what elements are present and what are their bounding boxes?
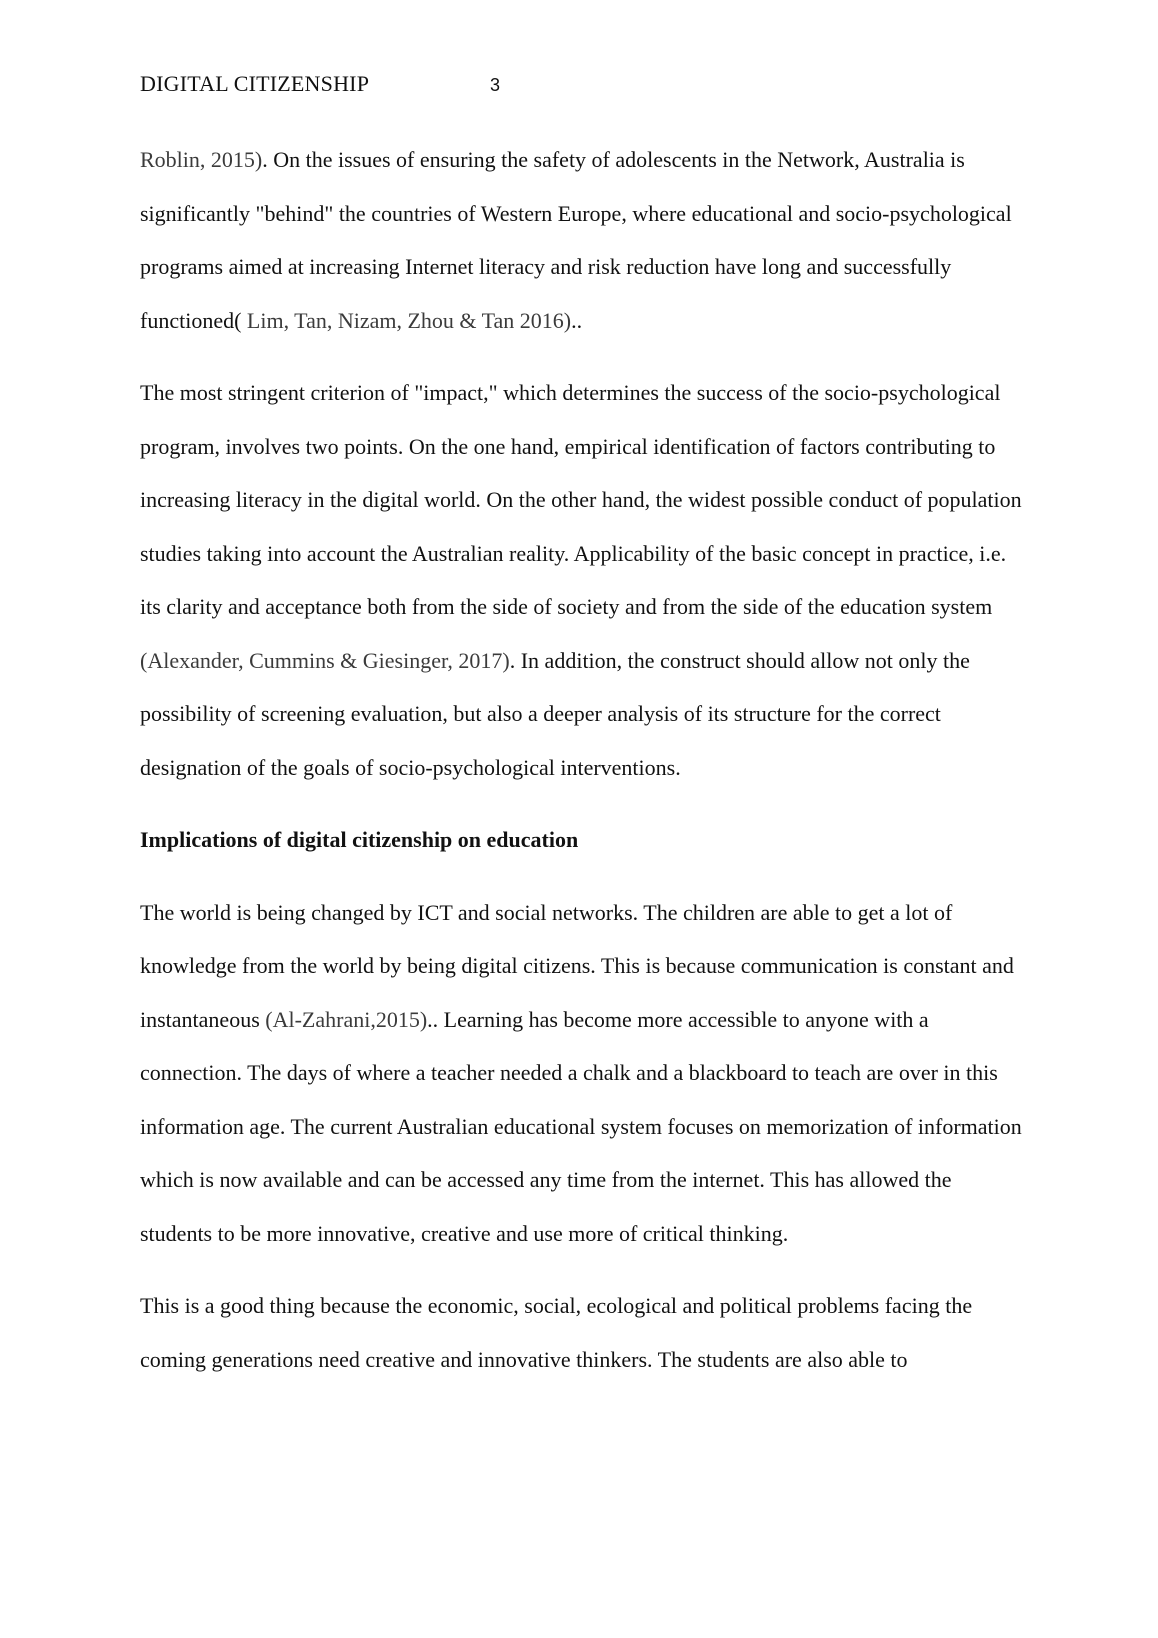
- body-text: [140, 133, 1025, 1405]
- section-heading: Implications of digital citizenship on education: [140, 827, 579, 852]
- citation-alexander: (Alexander, Cummins & Giesinger, 2017): [140, 647, 510, 673]
- page-number: 3: [490, 75, 501, 95]
- paragraph-good-thing: [140, 1279, 1025, 1386]
- paragraph-ict-change: [140, 886, 1025, 1261]
- citation-lim: Lim, Tan, Nizam, Zhou & Tan 2016): [241, 307, 572, 333]
- paragraph-text: This is a good thing because the economic, social, ecological and political problems facing the coming generations need creative and innovative thinkers. The students are also able to: [140, 1293, 973, 1372]
- paragraph-text: The world is being changed by ICT and social networks. The children are able to get a lot of knowledge from the world by being digital citizens. This is because communication is constant and instantaneous: [140, 899, 1014, 1032]
- paragraph-text: The most stringent criterion of "impact," which determines the success of the socio-psychological program, involves two points. On the one hand, empirical identification of factors contributing to increasing literacy in the digital world. On the other hand, the widest possible conduct of population studies taking into account the Australian reality. Applicability of the basic concept in practice, i.e. its clarity and acceptance both from the side of society and from the side of the education system: [140, 380, 1022, 619]
- running-head: DIGITAL CITIZENSHIP: [140, 71, 370, 96]
- paragraph-impact-criterion: [140, 366, 1025, 794]
- paragraph-text: . In addition, the construct should allow not only the possibility of screening evaluation, but also a deeper analysis of its structure for the correct designation of the goals of socio-psychological interventions.: [140, 647, 970, 780]
- paragraph-text: . On the issues of ensuring the safety of adolescents in the Network, Australia is significantly "behind" the countries of Western Europe, where educational and socio-psychological programs aimed at increasing Internet literacy and risk reduction have long and successfully functioned(: [140, 147, 1012, 333]
- paragraph-safety-of-adolescents: [140, 133, 1025, 347]
- citation-roblin: Roblin, 2015): [140, 147, 263, 172]
- paragraph-text: .. Learning has become more accessible to anyone with a connection. The days of where a teacher needed a chalk and a blackboard to teach are over in this information age. The current Australian educational system focuses on memorization of information which is now available and can be accessed any time from the internet. This has allowed the students to be more innovative, creative and use more of critical thinking.: [140, 1006, 1022, 1246]
- paragraph-text: ..: [571, 307, 583, 333]
- citation-al-zahrani: (Al-Zahrani,2015): [265, 1006, 428, 1032]
